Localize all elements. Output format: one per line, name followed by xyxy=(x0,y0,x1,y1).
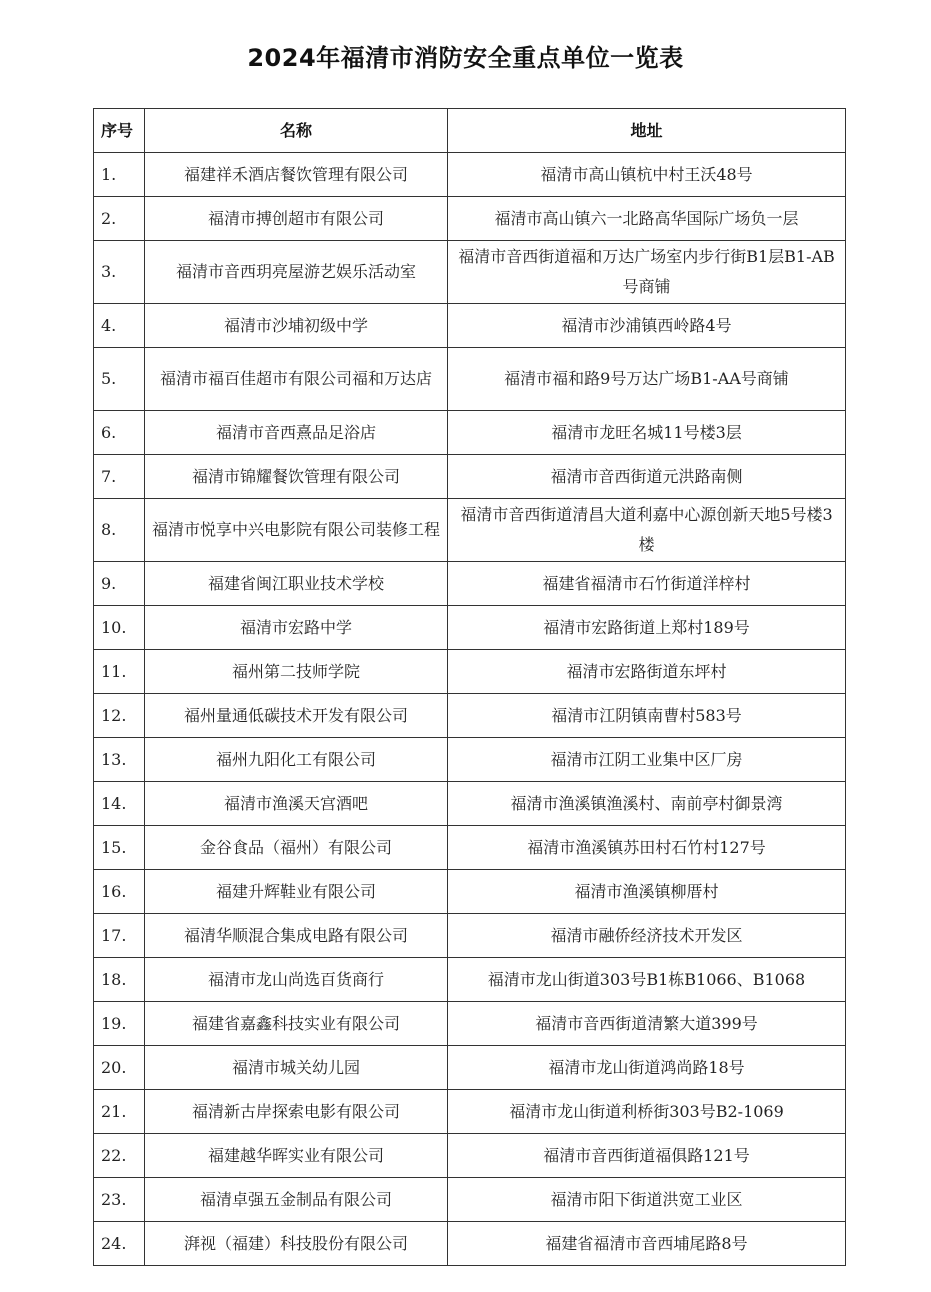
table-row xyxy=(94,782,846,826)
row-name: 福州第二技师学院 xyxy=(145,650,448,694)
row-address: 福建省福清市音西埔尾路8号 xyxy=(448,1222,846,1266)
row-name: 湃视（福建）科技股份有限公司 xyxy=(145,1222,448,1266)
row-name: 福清市音西玥亮屋游艺娱乐活动室 xyxy=(145,241,448,304)
row-index: 6. xyxy=(94,411,145,455)
row-address: 福清市江阴工业集中区厂房 xyxy=(448,738,846,782)
row-address: 福清市音西街道元洪路南侧 xyxy=(448,455,846,499)
row-address: 福清市音西街道福俱路121号 xyxy=(448,1134,846,1178)
row-name: 福清华顺混合集成电路有限公司 xyxy=(145,914,448,958)
row-address: 福清市龙山街道利桥街303号B2-1069 xyxy=(448,1090,846,1134)
row-index: 8. xyxy=(94,499,145,562)
row-address: 福清市高山镇六一北路高华国际广场负一层 xyxy=(448,197,846,241)
table-row xyxy=(94,1222,846,1266)
row-name: 福建省嘉鑫科技实业有限公司 xyxy=(145,1002,448,1046)
row-name: 福州量通低碳技术开发有限公司 xyxy=(145,694,448,738)
row-index: 11. xyxy=(94,650,145,694)
table-row xyxy=(94,1178,846,1222)
key-units-table xyxy=(93,108,846,1266)
header-address: 地址 xyxy=(448,109,846,153)
row-index: 5. xyxy=(94,348,145,411)
row-address: 福清市龙山街道鸿尚路18号 xyxy=(448,1046,846,1090)
row-address: 福清市渔溪镇苏田村石竹村127号 xyxy=(448,826,846,870)
table-row xyxy=(94,241,846,304)
table-header-row xyxy=(94,109,846,153)
table-row xyxy=(94,1090,846,1134)
row-address: 福清市阳下街道洪宽工业区 xyxy=(448,1178,846,1222)
table-row xyxy=(94,499,846,562)
table-row xyxy=(94,197,846,241)
table-row xyxy=(94,153,846,197)
row-index: 16. xyxy=(94,870,145,914)
row-name: 金谷食品（福州）有限公司 xyxy=(145,826,448,870)
row-name: 福清市音西熹品足浴店 xyxy=(145,411,448,455)
row-index: 18. xyxy=(94,958,145,1002)
header-index: 序号 xyxy=(94,109,145,153)
row-name: 福清市渔溪天宫酒吧 xyxy=(145,782,448,826)
row-name: 福清市龙山尚选百货商行 xyxy=(145,958,448,1002)
row-address: 福清市龙旺名城11号楼3层 xyxy=(448,411,846,455)
row-index: 4. xyxy=(94,304,145,348)
table-row xyxy=(94,1002,846,1046)
header-name: 名称 xyxy=(145,109,448,153)
table-row xyxy=(94,1134,846,1178)
page-title: 2024年福清市消防安全重点单位一览表 xyxy=(247,44,684,72)
row-name: 福建祥禾酒店餐饮管理有限公司 xyxy=(145,153,448,197)
row-name: 福清市宏路中学 xyxy=(145,606,448,650)
row-index: 20. xyxy=(94,1046,145,1090)
row-address: 福清市沙浦镇西岭路4号 xyxy=(448,304,846,348)
row-name: 福清新古岸探索电影有限公司 xyxy=(145,1090,448,1134)
row-index: 9. xyxy=(94,562,145,606)
table-row xyxy=(94,738,846,782)
row-address: 福清市宏路街道东坪村 xyxy=(448,650,846,694)
row-index: 13. xyxy=(94,738,145,782)
row-address: 福清市渔溪镇柳厝村 xyxy=(448,870,846,914)
row-address: 福清市宏路街道上郑村189号 xyxy=(448,606,846,650)
row-name: 福清市锦耀餐饮管理有限公司 xyxy=(145,455,448,499)
row-name: 福建省闽江职业技术学校 xyxy=(145,562,448,606)
row-index: 19. xyxy=(94,1002,145,1046)
row-index: 23. xyxy=(94,1178,145,1222)
table-row xyxy=(94,562,846,606)
row-address: 福清市江阴镇南曹村583号 xyxy=(448,694,846,738)
table-row xyxy=(94,870,846,914)
row-index: 22. xyxy=(94,1134,145,1178)
row-address: 福清市音西街道福和万达广场室内步行街B1层B1-AB号商铺 xyxy=(448,241,846,304)
table-row xyxy=(94,650,846,694)
row-index: 12. xyxy=(94,694,145,738)
row-index: 7. xyxy=(94,455,145,499)
table-row xyxy=(94,826,846,870)
table-row xyxy=(94,304,846,348)
row-address: 福清市融侨经济技术开发区 xyxy=(448,914,846,958)
table-row xyxy=(94,958,846,1002)
table-row xyxy=(94,606,846,650)
table-row xyxy=(94,455,846,499)
table-body xyxy=(94,153,846,1266)
row-index: 3. xyxy=(94,241,145,304)
row-index: 2. xyxy=(94,197,145,241)
row-index: 17. xyxy=(94,914,145,958)
row-name: 福清市悦享中兴电影院有限公司装修工程 xyxy=(145,499,448,562)
row-address: 福清市音西街道清昌大道利嘉中心源创新天地5号楼3楼 xyxy=(448,499,846,562)
table-row xyxy=(94,694,846,738)
table-row xyxy=(94,1046,846,1090)
row-name: 福清卓强五金制品有限公司 xyxy=(145,1178,448,1222)
row-name: 福州九阳化工有限公司 xyxy=(145,738,448,782)
row-name: 福建升辉鞋业有限公司 xyxy=(145,870,448,914)
row-address: 福清市渔溪镇渔溪村、南前亭村御景湾 xyxy=(448,782,846,826)
row-index: 15. xyxy=(94,826,145,870)
row-name: 福清市城关幼儿园 xyxy=(145,1046,448,1090)
row-index: 1. xyxy=(94,153,145,197)
row-name: 福建越华晖实业有限公司 xyxy=(145,1134,448,1178)
table-row xyxy=(94,411,846,455)
table-row xyxy=(94,914,846,958)
table-row xyxy=(94,348,846,411)
row-index: 21. xyxy=(94,1090,145,1134)
row-address: 福清市龙山街道303号B1栋B1066、B1068 xyxy=(448,958,846,1002)
row-name: 福清市沙埔初级中学 xyxy=(145,304,448,348)
row-address: 福建省福清市石竹街道洋梓村 xyxy=(448,562,846,606)
row-index: 10. xyxy=(94,606,145,650)
row-index: 24. xyxy=(94,1222,145,1266)
row-address: 福清市福和路9号万达广场B1-AA号商铺 xyxy=(448,348,846,411)
row-name: 福清市搏创超市有限公司 xyxy=(145,197,448,241)
row-address: 福清市高山镇杭中村王沃48号 xyxy=(448,153,846,197)
row-address: 福清市音西街道清繁大道399号 xyxy=(448,1002,846,1046)
row-name: 福清市福百佳超市有限公司福和万达店 xyxy=(145,348,448,411)
row-index: 14. xyxy=(94,782,145,826)
